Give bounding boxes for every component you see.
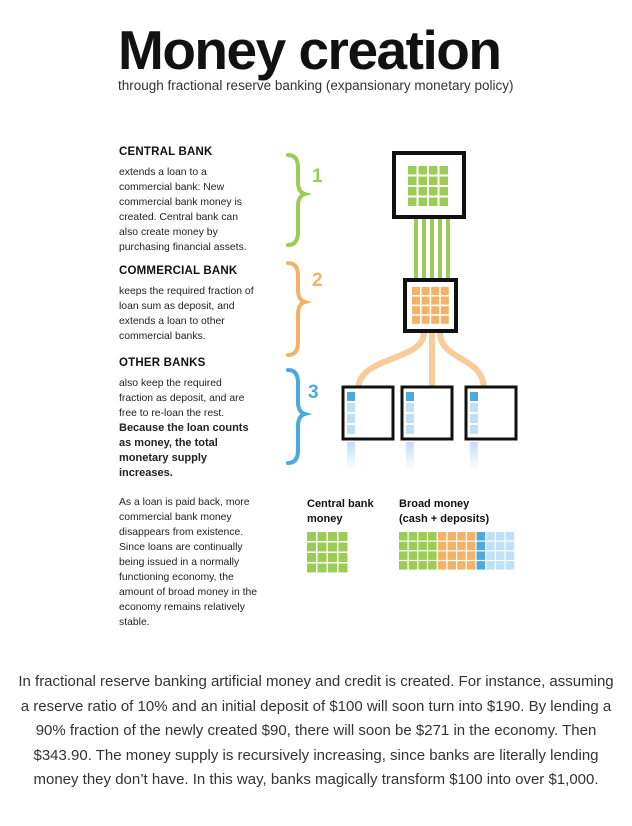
text-line: amount of broad money in the — [119, 587, 258, 598]
step-number-3: 3 — [308, 382, 319, 403]
money-unit-cell — [339, 543, 348, 552]
money-unit-cell — [441, 297, 449, 305]
money-unit-cell — [422, 297, 430, 305]
money-unit-cell — [307, 532, 316, 541]
money-unit-cell — [506, 542, 515, 551]
text-line: disappears from existence. — [119, 527, 244, 538]
text-line: fraction as deposit, and are — [119, 393, 245, 404]
page-subtitle: through fractional reserve banking (expansionary monetary policy) — [118, 78, 514, 93]
money-unit-cell — [428, 561, 437, 570]
legend-line: money — [307, 513, 343, 525]
deposit-cell — [470, 414, 478, 423]
money-unit-cell — [409, 532, 418, 541]
step-number-2: 2 — [312, 270, 323, 291]
money-unit-cell — [399, 532, 408, 541]
money-unit-cell — [429, 166, 438, 175]
money-unit-cell — [440, 187, 449, 196]
money-unit-cell — [438, 542, 447, 551]
money-unit-cell — [318, 543, 327, 552]
money-unit-cell — [422, 287, 430, 295]
money-unit-cell — [431, 306, 439, 314]
money-unit-cell — [477, 532, 486, 541]
money-unit-cell — [412, 297, 420, 305]
text-line: loan sum as deposit, and — [119, 301, 235, 312]
brace-3-icon — [288, 370, 305, 463]
text-line: economy remains relatively — [119, 602, 245, 613]
text-line: purchasing financial assets. — [119, 242, 247, 253]
money-unit-cell — [467, 532, 476, 541]
money-unit-cell — [486, 542, 495, 551]
money-unit-cell — [339, 553, 348, 562]
money-unit-cell — [428, 532, 437, 541]
central-bank-heading: CENTRAL BANK — [119, 146, 213, 158]
text-line: keeps the required fraction of — [119, 286, 254, 297]
orange-flow-lines — [358, 332, 484, 390]
money-unit-cell — [412, 287, 420, 295]
money-unit-cell — [428, 551, 437, 560]
deposit-cell — [347, 403, 355, 412]
legend-line: Broad money — [399, 498, 470, 510]
deposit-cell — [347, 425, 355, 434]
money-unit-cell — [307, 543, 316, 552]
commercial-bank-heading: COMMERCIAL BANK — [119, 265, 238, 277]
money-unit-cell — [467, 551, 476, 560]
money-unit-cell — [307, 553, 316, 562]
money-unit-cell — [399, 551, 408, 560]
text-line: extends a loan to other — [119, 316, 225, 327]
text-line: commercial bank money — [119, 512, 232, 523]
money-unit-cell — [428, 542, 437, 551]
money-unit-cell — [307, 564, 316, 573]
money-unit-cell — [448, 542, 457, 551]
legend-central-bank-money-grid — [307, 532, 348, 573]
money-unit-cell — [467, 542, 476, 551]
text-line: commercial bank money is — [119, 197, 242, 208]
deposit-cell — [347, 414, 355, 423]
money-unit-cell — [408, 177, 417, 186]
money-unit-cell — [419, 198, 428, 207]
money-unit-cell — [441, 316, 449, 324]
money-unit-cell — [438, 551, 447, 560]
legend-line: (cash + deposits) — [399, 513, 490, 525]
money-unit-cell — [412, 306, 420, 314]
deposit-cell — [347, 392, 355, 401]
legend-line: Central bank — [307, 498, 374, 510]
deposit-cell — [406, 403, 414, 412]
deposit-cell — [406, 414, 414, 423]
text-line: extends a loan to a — [119, 167, 207, 178]
money-unit-cell — [457, 532, 466, 541]
money-unit-cell — [339, 532, 348, 541]
money-unit-cell — [408, 187, 417, 196]
caption-paragraph: In fractional reserve banking artificial money and credit is created. For instance, assuming a reserve ratio of 10% and an initial deposit of $100 will soon turn into $190. By lending a 90% fraction of the newly created $90, there will soon be $271 in the economy. Then $343.90. The money supply is recursively increasing, since banks are literally lending money they don’t have. In this way, banks magically transform $100 into over $1,000. — [18, 673, 614, 788]
blue-tail-2 — [406, 442, 414, 470]
money-unit-cell — [318, 532, 327, 541]
money-unit-cell — [457, 551, 466, 560]
money-unit-cell — [440, 166, 449, 175]
money-unit-cell — [418, 542, 427, 551]
green-flow-lines — [416, 218, 448, 282]
step-number-1: 1 — [312, 166, 323, 187]
legend-central-bank-label — [307, 497, 374, 527]
money-unit-cell — [486, 532, 495, 541]
bold-line: as money, the total — [119, 437, 218, 449]
money-unit-cell — [440, 198, 449, 207]
deposit-cell — [470, 425, 478, 434]
money-unit-cell — [506, 532, 515, 541]
money-unit-cell — [419, 187, 428, 196]
money-unit-cell — [441, 306, 449, 314]
money-unit-cell — [448, 532, 457, 541]
money-unit-cell — [429, 177, 438, 186]
money-unit-cell — [328, 532, 337, 541]
money-unit-cell — [477, 542, 486, 551]
bold-line: Because the loan counts — [119, 422, 249, 434]
text-line: free to re-loan the rest. — [119, 408, 225, 419]
text-line: Since loans are continually — [119, 542, 243, 553]
text-line: being issued in a normally — [119, 557, 240, 568]
money-unit-cell — [328, 553, 337, 562]
money-unit-cell — [496, 551, 505, 560]
deposit-cell — [470, 392, 478, 401]
money-unit-cell — [318, 564, 327, 573]
legend-broad-money-label — [399, 497, 489, 527]
text-line: commercial bank: New — [119, 182, 225, 193]
money-unit-cell — [448, 551, 457, 560]
money-unit-cell — [431, 297, 439, 305]
money-unit-cell — [408, 198, 417, 207]
money-unit-cell — [399, 542, 408, 551]
money-unit-cell — [496, 542, 505, 551]
money-unit-cell — [409, 542, 418, 551]
other-banks-heading: OTHER BANKS — [119, 357, 206, 369]
deposit-cell — [406, 425, 414, 434]
legend-broad-money-grid — [399, 532, 514, 570]
brace-2-icon — [288, 263, 305, 355]
money-unit-cell — [477, 551, 486, 560]
text-line: also keep the required — [119, 378, 222, 389]
deposit-cell — [406, 392, 414, 401]
money-unit-cell — [419, 177, 428, 186]
money-unit-cell — [429, 187, 438, 196]
money-unit-cell — [506, 561, 515, 570]
money-unit-cell — [318, 553, 327, 562]
money-unit-cell — [412, 316, 420, 324]
money-unit-cell — [506, 551, 515, 560]
money-unit-cell — [418, 561, 427, 570]
page-title: Money creation — [118, 19, 501, 81]
money-unit-cell — [438, 532, 447, 541]
money-unit-cell — [457, 561, 466, 570]
money-unit-cell — [429, 198, 438, 207]
money-unit-cell — [441, 287, 449, 295]
money-unit-cell — [418, 532, 427, 541]
money-unit-cell — [431, 316, 439, 324]
money-unit-cell — [339, 564, 348, 573]
money-unit-cell — [418, 551, 427, 560]
text-line: functioning economy, the — [119, 572, 234, 583]
deposit-cell — [470, 403, 478, 412]
money-unit-cell — [496, 561, 505, 570]
money-unit-cell — [457, 542, 466, 551]
money-unit-cell — [496, 532, 505, 541]
money-unit-cell — [409, 561, 418, 570]
money-unit-cell — [419, 166, 428, 175]
text-line: created. Central bank can — [119, 212, 238, 223]
brace-1-icon — [288, 155, 305, 245]
money-unit-cell — [438, 561, 447, 570]
money-unit-cell — [486, 561, 495, 570]
money-unit-cell — [440, 177, 449, 186]
money-unit-cell — [448, 561, 457, 570]
bold-line: increases. — [119, 467, 173, 479]
money-unit-cell — [408, 166, 417, 175]
money-unit-cell — [431, 287, 439, 295]
money-unit-cell — [467, 561, 476, 570]
text-line: As a loan is paid back, more — [119, 497, 250, 508]
money-unit-cell — [477, 561, 486, 570]
money-unit-cell — [409, 551, 418, 560]
money-unit-cell — [328, 564, 337, 573]
blue-tail-3 — [470, 442, 478, 470]
blue-tail-1 — [347, 442, 355, 470]
money-unit-cell — [422, 306, 430, 314]
money-unit-cell — [328, 543, 337, 552]
text-line: commercial banks. — [119, 331, 206, 342]
money-unit-cell — [422, 316, 430, 324]
text-line: stable. — [119, 617, 150, 628]
bold-line: monetary supply — [119, 452, 208, 464]
text-line: also create money by — [119, 227, 218, 238]
money-unit-cell — [486, 551, 495, 560]
money-unit-cell — [399, 561, 408, 570]
